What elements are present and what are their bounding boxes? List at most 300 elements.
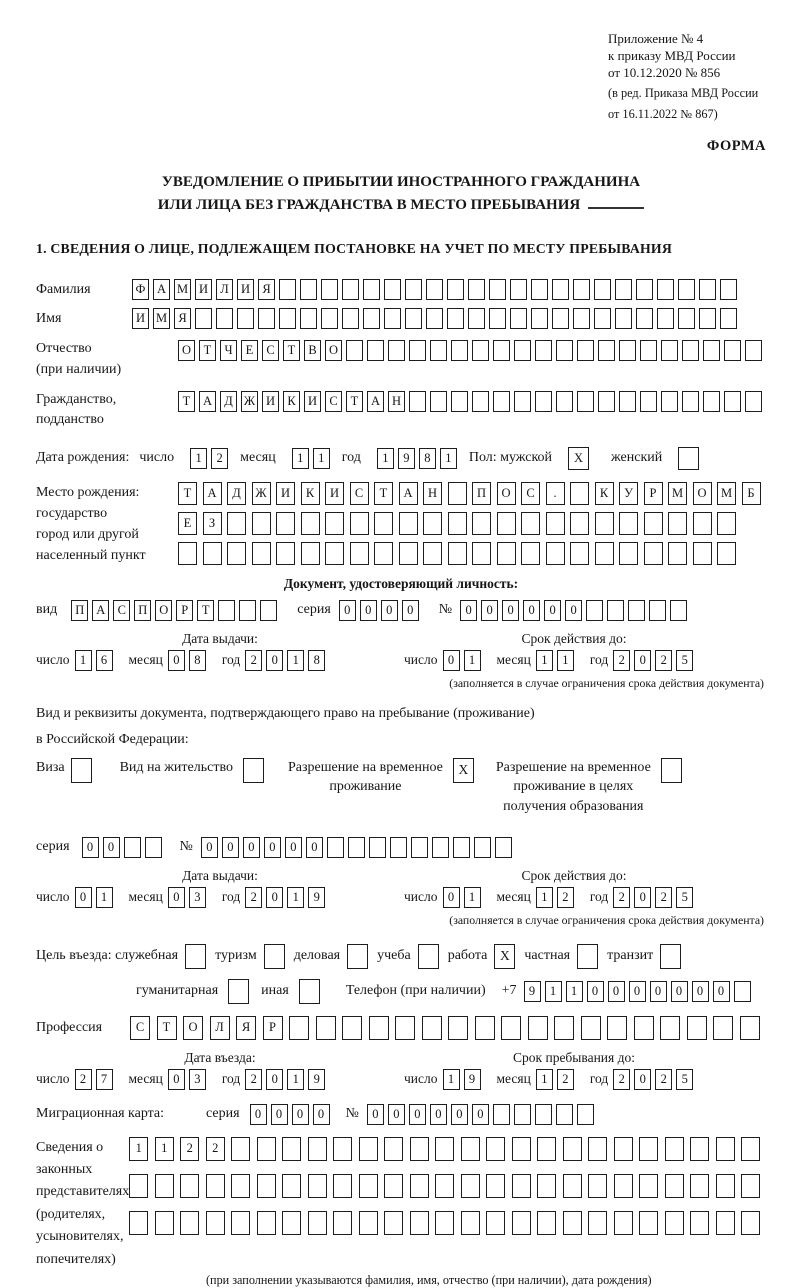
char-cell[interactable] [451,391,468,412]
char-cell[interactable]: К [595,482,614,505]
char-cell[interactable]: 0 [367,1104,384,1125]
char-cell[interactable] [734,981,751,1002]
char-cell[interactable]: П [472,482,491,505]
char-cell[interactable] [720,279,737,300]
char-cell[interactable]: 0 [266,887,283,908]
char-cell[interactable]: И [237,279,254,300]
char-cell[interactable]: 0 [313,1104,330,1125]
char-cell[interactable] [588,1174,607,1198]
char-cell[interactable] [321,308,338,329]
char-cell[interactable]: Е [178,512,197,535]
char-cell[interactable] [563,1174,582,1198]
char-cell[interactable] [384,1211,403,1235]
char-cell[interactable] [649,600,666,621]
char-cell[interactable]: О [693,482,712,505]
char-cell[interactable]: 5 [676,650,693,671]
char-cell[interactable]: В [304,340,321,361]
char-cell[interactable] [607,1016,627,1040]
char-cell[interactable]: У [619,482,638,505]
char-cell[interactable]: 0 [472,1104,489,1125]
char-cell[interactable] [185,944,206,969]
char-cell[interactable] [537,1137,556,1161]
char-cell[interactable] [661,758,682,783]
char-cell[interactable]: 2 [245,1069,262,1090]
char-cell[interactable] [472,340,489,361]
char-cell[interactable]: 2 [613,1069,630,1090]
char-cell[interactable] [384,308,401,329]
char-cell[interactable] [369,1016,389,1040]
char-cell[interactable] [510,308,527,329]
char-cell[interactable]: 0 [285,837,302,858]
char-cell[interactable]: М [717,482,736,505]
char-cell[interactable] [180,1174,199,1198]
char-cell[interactable] [399,542,418,565]
char-cell[interactable] [521,512,540,535]
char-cell[interactable] [535,340,552,361]
char-cell[interactable] [333,1137,352,1161]
char-cell[interactable] [321,279,338,300]
char-cell[interactable]: 1 [155,1137,174,1161]
char-cell[interactable]: 2 [557,887,574,908]
char-cell[interactable] [514,340,531,361]
char-cell[interactable]: 2 [655,1069,672,1090]
char-cell[interactable]: 2 [75,1069,92,1090]
char-cell[interactable] [577,1104,594,1125]
char-cell[interactable] [282,1211,301,1235]
char-cell[interactable] [537,1211,556,1235]
char-cell[interactable]: 1 [440,448,457,469]
char-cell[interactable]: С [113,600,130,621]
char-cell[interactable]: 1 [464,887,481,908]
char-cell[interactable]: 0 [266,650,283,671]
char-cell[interactable]: О [178,340,195,361]
char-cell[interactable] [468,308,485,329]
char-cell[interactable] [395,1016,415,1040]
char-cell[interactable] [556,340,573,361]
char-cell[interactable]: Ж [241,391,258,412]
char-cell[interactable]: И [304,391,321,412]
char-cell[interactable]: 0 [222,837,239,858]
purpose-other-checkbox[interactable] [299,979,320,1004]
char-cell[interactable] [257,1211,276,1235]
char-cell[interactable]: З [203,512,222,535]
char-cell[interactable] [282,1174,301,1198]
char-cell[interactable]: И [262,391,279,412]
char-cell[interactable] [535,391,552,412]
char-cell[interactable] [661,340,678,361]
char-cell[interactable] [678,308,695,329]
char-cell[interactable] [693,512,712,535]
char-cell[interactable] [577,391,594,412]
char-cell[interactable]: 2 [613,887,630,908]
char-cell[interactable] [472,512,491,535]
char-cell[interactable] [724,340,741,361]
char-cell[interactable] [409,391,426,412]
char-cell[interactable] [665,1211,684,1235]
char-cell[interactable] [514,1104,531,1125]
char-cell[interactable] [699,279,716,300]
char-cell[interactable]: 0 [430,1104,447,1125]
char-cell[interactable]: 0 [523,600,540,621]
char-cell[interactable] [155,1174,174,1198]
char-cell[interactable] [619,542,638,565]
char-cell[interactable] [279,308,296,329]
char-cell[interactable]: С [130,1016,150,1040]
char-cell[interactable] [289,1016,309,1040]
char-cell[interactable] [257,1137,276,1161]
char-cell[interactable] [495,837,512,858]
char-cell[interactable] [239,600,256,621]
char-cell[interactable] [346,340,363,361]
char-cell[interactable]: Д [220,391,237,412]
char-cell[interactable]: 1 [287,887,304,908]
char-cell[interactable]: Е [241,340,258,361]
char-cell[interactable]: 1 [377,448,394,469]
char-cell[interactable] [660,944,681,969]
char-cell[interactable] [124,837,141,858]
char-cell[interactable]: 0 [634,887,651,908]
char-cell[interactable] [447,308,464,329]
char-cell[interactable] [422,1016,442,1040]
char-cell[interactable] [461,1137,480,1161]
char-cell[interactable]: Ж [252,482,271,505]
char-cell[interactable] [595,542,614,565]
char-cell[interactable]: 0 [103,837,120,858]
char-cell[interactable] [423,542,442,565]
char-cell[interactable]: 1 [536,650,553,671]
char-cell[interactable]: 0 [168,650,185,671]
char-cell[interactable]: 1 [443,1069,460,1090]
char-cell[interactable] [195,308,212,329]
char-cell[interactable] [237,308,254,329]
char-cell[interactable]: 0 [306,837,323,858]
char-cell[interactable]: 0 [381,600,398,621]
char-cell[interactable] [573,279,590,300]
char-cell[interactable] [552,308,569,329]
char-cell[interactable] [308,1137,327,1161]
char-cell[interactable]: Л [210,1016,230,1040]
char-cell[interactable]: С [325,391,342,412]
char-cell[interactable] [333,1211,352,1235]
char-cell[interactable] [258,308,275,329]
char-cell[interactable]: А [92,600,109,621]
char-cell[interactable]: 2 [655,887,672,908]
char-cell[interactable] [308,1211,327,1235]
char-cell[interactable] [690,1137,709,1161]
char-cell[interactable] [740,1016,760,1040]
char-cell[interactable]: 0 [650,981,667,1002]
char-cell[interactable] [325,542,344,565]
char-cell[interactable] [640,340,657,361]
char-cell[interactable]: 2 [211,448,228,469]
char-cell[interactable]: П [71,600,88,621]
char-cell[interactable] [216,308,233,329]
char-cell[interactable] [369,837,386,858]
char-cell[interactable] [556,1104,573,1125]
char-cell[interactable] [468,279,485,300]
char-cell[interactable] [537,1174,556,1198]
char-cell[interactable] [493,340,510,361]
char-cell[interactable] [588,1211,607,1235]
char-cell[interactable]: 8 [189,650,206,671]
char-cell[interactable]: 1 [190,448,207,469]
char-cell[interactable]: 1 [557,650,574,671]
char-cell[interactable] [474,837,491,858]
char-cell[interactable] [745,391,762,412]
char-cell[interactable] [741,1137,760,1161]
char-cell[interactable] [333,1174,352,1198]
char-cell[interactable] [348,837,365,858]
char-cell[interactable] [316,1016,336,1040]
char-cell[interactable]: 0 [460,600,477,621]
char-cell[interactable] [388,340,405,361]
char-cell[interactable] [359,1137,378,1161]
char-cell[interactable] [363,308,380,329]
char-cell[interactable]: 0 [82,837,99,858]
char-cell[interactable]: О [325,340,342,361]
char-cell[interactable] [276,512,295,535]
char-cell[interactable] [486,1211,505,1235]
char-cell[interactable] [546,542,565,565]
char-cell[interactable] [435,1174,454,1198]
purpose-transit-checkbox[interactable] [660,944,681,969]
char-cell[interactable]: 2 [245,650,262,671]
char-cell[interactable]: И [325,482,344,505]
char-cell[interactable] [227,512,246,535]
char-cell[interactable] [657,308,674,329]
char-cell[interactable]: Н [388,391,405,412]
char-cell[interactable]: 0 [608,981,625,1002]
char-cell[interactable] [682,391,699,412]
char-cell[interactable] [514,391,531,412]
char-cell[interactable] [203,542,222,565]
char-cell[interactable] [563,1137,582,1161]
char-cell[interactable] [607,600,624,621]
char-cell[interactable] [512,1137,531,1161]
char-cell[interactable]: 0 [168,1069,185,1090]
char-cell[interactable]: 1 [129,1137,148,1161]
char-cell[interactable] [693,542,712,565]
char-cell[interactable] [451,340,468,361]
char-cell[interactable] [405,308,422,329]
char-cell[interactable]: Т [346,391,363,412]
char-cell[interactable] [252,542,271,565]
char-cell[interactable] [206,1211,225,1235]
char-cell[interactable] [703,391,720,412]
char-cell[interactable]: С [262,340,279,361]
char-cell[interactable] [472,391,489,412]
char-cell[interactable] [430,340,447,361]
char-cell[interactable] [570,512,589,535]
char-cell[interactable] [374,542,393,565]
char-cell[interactable] [678,447,699,470]
char-cell[interactable]: 0 [75,887,92,908]
char-cell[interactable] [570,482,589,505]
char-cell[interactable]: С [350,482,369,505]
char-cell[interactable]: О [497,482,516,505]
char-cell[interactable] [447,279,464,300]
char-cell[interactable] [634,1016,654,1040]
char-cell[interactable] [614,1174,633,1198]
char-cell[interactable] [660,1016,680,1040]
purpose-humanitarian-checkbox[interactable] [228,979,249,1004]
char-cell[interactable]: Л [216,279,233,300]
char-cell[interactable]: О [183,1016,203,1040]
char-cell[interactable] [595,512,614,535]
char-cell[interactable]: 0 [292,1104,309,1125]
char-cell[interactable] [155,1211,174,1235]
char-cell[interactable] [359,1174,378,1198]
purpose-business-checkbox[interactable] [347,944,368,969]
char-cell[interactable] [350,542,369,565]
char-cell[interactable] [486,1174,505,1198]
char-cell[interactable] [521,542,540,565]
char-cell[interactable] [228,979,249,1004]
char-cell[interactable] [581,1016,601,1040]
char-cell[interactable] [279,279,296,300]
char-cell[interactable] [546,512,565,535]
purpose-private-checkbox[interactable] [577,944,598,969]
char-cell[interactable]: 0 [671,981,688,1002]
char-cell[interactable]: X [453,758,474,783]
char-cell[interactable]: 0 [692,981,709,1002]
char-cell[interactable]: 1 [536,887,553,908]
char-cell[interactable] [410,1137,429,1161]
char-cell[interactable] [363,279,380,300]
char-cell[interactable] [252,512,271,535]
char-cell[interactable]: 0 [565,600,582,621]
char-cell[interactable] [615,279,632,300]
char-cell[interactable]: Т [178,482,197,505]
char-cell[interactable] [636,279,653,300]
char-cell[interactable] [614,1137,633,1161]
char-cell[interactable] [327,837,344,858]
char-cell[interactable]: А [367,391,384,412]
char-cell[interactable] [690,1211,709,1235]
char-cell[interactable]: Б [742,482,761,505]
char-cell[interactable]: 0 [264,837,281,858]
char-cell[interactable] [717,512,736,535]
char-cell[interactable]: Т [199,340,216,361]
char-cell[interactable] [448,1016,468,1040]
char-cell[interactable]: 0 [629,981,646,1002]
char-cell[interactable] [716,1137,735,1161]
char-cell[interactable] [716,1174,735,1198]
char-cell[interactable] [745,340,762,361]
char-cell[interactable] [614,1211,633,1235]
char-cell[interactable] [661,391,678,412]
char-cell[interactable]: 1 [292,448,309,469]
char-cell[interactable] [461,1211,480,1235]
char-cell[interactable]: 1 [464,650,481,671]
char-cell[interactable] [703,340,720,361]
char-cell[interactable]: 2 [245,887,262,908]
char-cell[interactable]: 9 [308,887,325,908]
char-cell[interactable]: Р [644,482,663,505]
char-cell[interactable]: 0 [250,1104,267,1125]
char-cell[interactable]: 3 [189,887,206,908]
char-cell[interactable]: 0 [451,1104,468,1125]
char-cell[interactable] [665,1174,684,1198]
char-cell[interactable] [384,1174,403,1198]
char-cell[interactable] [410,1174,429,1198]
char-cell[interactable]: Т [197,600,214,621]
char-cell[interactable] [384,279,401,300]
char-cell[interactable] [145,837,162,858]
char-cell[interactable] [472,542,491,565]
char-cell[interactable]: . [546,482,565,505]
char-cell[interactable] [636,308,653,329]
char-cell[interactable] [308,1174,327,1198]
char-cell[interactable] [423,512,442,535]
sex-female-checkbox[interactable] [678,447,699,470]
char-cell[interactable] [426,308,443,329]
char-cell[interactable] [71,758,92,783]
char-cell[interactable]: 6 [96,650,113,671]
char-cell[interactable] [342,1016,362,1040]
char-cell[interactable]: Ч [220,340,237,361]
char-cell[interactable] [301,512,320,535]
char-cell[interactable] [535,1104,552,1125]
char-cell[interactable] [665,1137,684,1161]
char-cell[interactable] [206,1174,225,1198]
char-cell[interactable]: К [301,482,320,505]
char-cell[interactable]: Ф [132,279,149,300]
char-cell[interactable] [619,340,636,361]
char-cell[interactable] [282,1137,301,1161]
char-cell[interactable]: Н [423,482,442,505]
char-cell[interactable]: 0 [402,600,419,621]
char-cell[interactable]: 0 [168,887,185,908]
char-cell[interactable] [598,340,615,361]
char-cell[interactable]: 0 [266,1069,283,1090]
char-cell[interactable]: Р [176,600,193,621]
char-cell[interactable] [552,279,569,300]
char-cell[interactable] [410,1211,429,1235]
char-cell[interactable]: Т [374,482,393,505]
char-cell[interactable]: М [174,279,191,300]
char-cell[interactable] [432,837,449,858]
char-cell[interactable] [619,512,638,535]
char-cell[interactable] [299,979,320,1004]
char-cell[interactable]: X [494,944,515,969]
char-cell[interactable] [342,279,359,300]
char-cell[interactable]: X [568,447,589,470]
char-cell[interactable]: 0 [409,1104,426,1125]
char-cell[interactable]: 9 [308,1069,325,1090]
purpose-official-checkbox[interactable] [185,944,206,969]
char-cell[interactable] [448,482,467,505]
purpose-study-checkbox[interactable] [418,944,439,969]
purpose-work-checkbox[interactable] [494,944,515,969]
char-cell[interactable]: 1 [566,981,583,1002]
char-cell[interactable] [405,279,422,300]
char-cell[interactable] [493,391,510,412]
char-cell[interactable] [359,1211,378,1235]
char-cell[interactable] [180,1211,199,1235]
char-cell[interactable]: 1 [536,1069,553,1090]
char-cell[interactable]: О [155,600,172,621]
char-cell[interactable]: 0 [243,837,260,858]
char-cell[interactable]: 2 [557,1069,574,1090]
char-cell[interactable] [231,1137,250,1161]
char-cell[interactable]: 0 [481,600,498,621]
visa-checkbox[interactable] [71,758,92,783]
char-cell[interactable]: И [276,482,295,505]
char-cell[interactable] [453,837,470,858]
char-cell[interactable] [577,944,598,969]
char-cell[interactable] [640,391,657,412]
